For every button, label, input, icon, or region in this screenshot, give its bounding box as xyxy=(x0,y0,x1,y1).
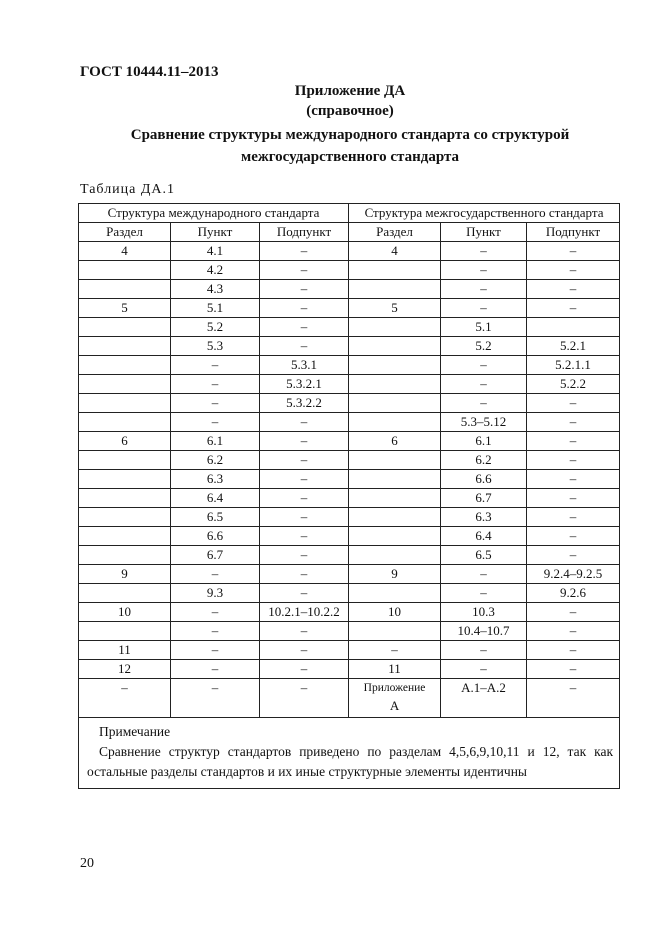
table-cell: 4.1 xyxy=(171,242,260,261)
table-cell: 6.3 xyxy=(441,508,527,527)
table-cell xyxy=(349,489,441,508)
table-cell: 9 xyxy=(349,565,441,584)
appendix-cell-line1: Приложение xyxy=(363,682,426,694)
table-cell: – xyxy=(260,622,349,641)
table-cell: 5.2.1.1 xyxy=(527,356,620,375)
table-cell xyxy=(349,584,441,603)
table-cell xyxy=(349,622,441,641)
table-cell xyxy=(79,622,171,641)
table-cell: – xyxy=(79,679,171,718)
table-cell: – xyxy=(171,622,260,641)
table-cell: – xyxy=(527,413,620,432)
table-row xyxy=(79,375,620,394)
table-row xyxy=(79,432,620,451)
table-row xyxy=(79,527,620,546)
table-cell xyxy=(79,489,171,508)
table-row xyxy=(79,242,620,261)
table-cell: – xyxy=(171,356,260,375)
table-cell: – xyxy=(527,622,620,641)
appendix-title: Приложение ДА xyxy=(294,83,406,99)
table-cell xyxy=(349,451,441,470)
table-cell: – xyxy=(527,470,620,489)
table-cell: – xyxy=(171,603,260,622)
appendix-cell-line2: А xyxy=(389,698,400,713)
table-cell xyxy=(79,584,171,603)
appendix-heading xyxy=(80,124,620,168)
table-cell: 5.3.1 xyxy=(260,356,349,375)
table-cell: – xyxy=(441,641,527,660)
table-cell: – xyxy=(527,432,620,451)
table-cell: 5.2.2 xyxy=(527,375,620,394)
table-cell: 10 xyxy=(79,603,171,622)
table-cell: – xyxy=(441,584,527,603)
table-cell: 5.1 xyxy=(441,318,527,337)
table-cell: 6.3 xyxy=(171,470,260,489)
table-cell: – xyxy=(527,508,620,527)
table-cell: 4 xyxy=(349,242,441,261)
column-header: Пункт xyxy=(171,223,260,242)
table-cell: 4.3 xyxy=(171,280,260,299)
table-cell: – xyxy=(441,261,527,280)
column-header: Пункт xyxy=(441,223,527,242)
table-cell: – xyxy=(260,679,349,718)
table-row xyxy=(79,451,620,470)
group-header-row xyxy=(79,204,620,223)
table-cell: 6.1 xyxy=(441,432,527,451)
table-cell xyxy=(79,375,171,394)
note-cell xyxy=(79,718,620,789)
table-cell: – xyxy=(527,280,620,299)
table-cell: – xyxy=(260,280,349,299)
appendix-heading-line1: Сравнение структуры международного стандарта со структурой xyxy=(130,127,570,143)
table-cell xyxy=(527,318,620,337)
table-cell: – xyxy=(527,527,620,546)
table-cell: 6.5 xyxy=(441,546,527,565)
table-cell xyxy=(79,451,171,470)
table-cell: 6.2 xyxy=(171,451,260,470)
appendix-cell xyxy=(349,679,441,718)
appendix-heading-line2: межгосударственного стандарта xyxy=(240,149,460,165)
table-row xyxy=(79,280,620,299)
table-cell: – xyxy=(260,508,349,527)
table-cell: 10.2.1–10.2.2 xyxy=(260,603,349,622)
table-row xyxy=(79,413,620,432)
table-cell: 6.6 xyxy=(441,470,527,489)
table-cell: 5.3.2.2 xyxy=(260,394,349,413)
table-cell: – xyxy=(527,660,620,679)
table-cell xyxy=(79,394,171,413)
table-cell: – xyxy=(527,679,620,718)
table-cell: – xyxy=(171,641,260,660)
table-cell xyxy=(349,337,441,356)
table-cell: – xyxy=(171,565,260,584)
page-number: 20 xyxy=(80,856,94,871)
table-cell: – xyxy=(441,394,527,413)
column-header: Подпункт xyxy=(527,223,620,242)
table-cell: 6.7 xyxy=(171,546,260,565)
note-title: Примечание xyxy=(99,724,171,739)
table-cell: – xyxy=(527,394,620,413)
table-cell: – xyxy=(171,394,260,413)
table-row xyxy=(79,508,620,527)
table-cell: 5.2.1 xyxy=(527,337,620,356)
table-row xyxy=(79,660,620,679)
table-cell: – xyxy=(527,261,620,280)
table-cell xyxy=(349,508,441,527)
table-cell: – xyxy=(260,337,349,356)
table-cell xyxy=(349,356,441,375)
table-cell xyxy=(349,527,441,546)
table-cell: – xyxy=(441,299,527,318)
table-cell: – xyxy=(441,660,527,679)
note-text: Сравнение структур стандартов приведено по разделам 4,5,6,9,10,11 и 12, так как остальные разделы стандартов и их иные структурные элементы идентичны xyxy=(87,744,614,779)
table-cell: – xyxy=(260,660,349,679)
table-cell: – xyxy=(260,432,349,451)
table-row xyxy=(79,299,620,318)
table-cell: 9.3 xyxy=(171,584,260,603)
table-cell: – xyxy=(171,375,260,394)
appendix-subtitle: (справочное) xyxy=(306,103,394,119)
table-cell: 6 xyxy=(79,432,171,451)
table-cell: – xyxy=(171,660,260,679)
table-cell: – xyxy=(260,584,349,603)
table-cell: 5.1 xyxy=(171,299,260,318)
table-cell: – xyxy=(441,356,527,375)
table-cell xyxy=(349,261,441,280)
table-cell: 5.3–5.12 xyxy=(441,413,527,432)
table-cell: 9.2.4–9.2.5 xyxy=(527,565,620,584)
table-row xyxy=(79,318,620,337)
document-code: ГОСТ 10444.11–2013 xyxy=(80,64,219,80)
table-cell: 6.7 xyxy=(441,489,527,508)
table-cell: – xyxy=(527,641,620,660)
table-cell: 6 xyxy=(349,432,441,451)
table-row xyxy=(79,546,620,565)
table-cell: – xyxy=(260,242,349,261)
table-row xyxy=(79,261,620,280)
table-cell xyxy=(79,413,171,432)
table-cell: 5.2 xyxy=(441,337,527,356)
table-cell: 6.5 xyxy=(171,508,260,527)
table-row xyxy=(79,470,620,489)
table-cell xyxy=(349,375,441,394)
comparison-table xyxy=(78,203,620,789)
table-cell: – xyxy=(260,641,349,660)
table-cell: – xyxy=(260,470,349,489)
table-cell xyxy=(79,527,171,546)
table-cell: – xyxy=(260,489,349,508)
table-row xyxy=(79,622,620,641)
table-cell: 11 xyxy=(349,660,441,679)
table-cell: – xyxy=(527,242,620,261)
table-cell xyxy=(349,413,441,432)
table-cell: А.1–А.2 xyxy=(441,679,527,718)
table-cell: 4 xyxy=(79,242,171,261)
table-cell: 10.3 xyxy=(441,603,527,622)
table-cell xyxy=(79,470,171,489)
table-cell xyxy=(79,356,171,375)
column-header-row xyxy=(79,223,620,242)
table-cell xyxy=(79,508,171,527)
table-cell xyxy=(79,337,171,356)
table-cell xyxy=(79,280,171,299)
column-header: Раздел xyxy=(349,223,441,242)
table-cell: 9.2.6 xyxy=(527,584,620,603)
group-header-interstate: Структура межгосударственного стандарта xyxy=(349,204,620,223)
table-row xyxy=(79,356,620,375)
table-cell: – xyxy=(441,375,527,394)
table-cell: 5 xyxy=(349,299,441,318)
table-cell: 6.4 xyxy=(171,489,260,508)
table-cell: – xyxy=(260,451,349,470)
table-cell: – xyxy=(260,527,349,546)
table-cell: – xyxy=(527,451,620,470)
table-cell xyxy=(349,318,441,337)
table-cell: 6.1 xyxy=(171,432,260,451)
table-row xyxy=(79,584,620,603)
table-cell: 12 xyxy=(79,660,171,679)
table-cell: – xyxy=(260,413,349,432)
table-cell xyxy=(79,318,171,337)
table-cell xyxy=(349,470,441,489)
table-row xyxy=(79,641,620,660)
table-cell xyxy=(349,280,441,299)
table-row xyxy=(79,337,620,356)
table-row xyxy=(79,489,620,508)
table-cell: 6.6 xyxy=(171,527,260,546)
table-cell: – xyxy=(441,280,527,299)
column-header: Раздел xyxy=(79,223,171,242)
table-cell: – xyxy=(260,261,349,280)
table-cell: 5.3 xyxy=(171,337,260,356)
table-row xyxy=(79,603,620,622)
table-cell: 5.3.2.1 xyxy=(260,375,349,394)
note-row xyxy=(79,718,620,789)
table-cell: 11 xyxy=(79,641,171,660)
table-cell: 10.4–10.7 xyxy=(441,622,527,641)
table-cell: 5.2 xyxy=(171,318,260,337)
table-cell xyxy=(79,546,171,565)
table-cell: 6.4 xyxy=(441,527,527,546)
table-cell: – xyxy=(527,546,620,565)
table-cell: – xyxy=(260,546,349,565)
group-header-international: Структура международного стандарта xyxy=(79,204,349,223)
table-cell: 4.2 xyxy=(171,261,260,280)
table-cell: 10 xyxy=(349,603,441,622)
table-row xyxy=(79,565,620,584)
table-cell xyxy=(79,261,171,280)
table-row xyxy=(79,394,620,413)
table-cell: – xyxy=(441,565,527,584)
table-cell: – xyxy=(260,565,349,584)
table-cell: 9 xyxy=(79,565,171,584)
table-row-appendix xyxy=(79,679,620,718)
table-cell: – xyxy=(171,679,260,718)
table-cell xyxy=(349,546,441,565)
table-cell: – xyxy=(527,299,620,318)
table-cell: – xyxy=(260,318,349,337)
table-caption: Таблица ДА.1 xyxy=(80,182,176,197)
table-cell: 6.2 xyxy=(441,451,527,470)
table-cell: – xyxy=(527,603,620,622)
table-cell: – xyxy=(441,242,527,261)
table-cell xyxy=(349,394,441,413)
table-cell: – xyxy=(171,413,260,432)
table-cell: 5 xyxy=(79,299,171,318)
table-cell: – xyxy=(527,489,620,508)
column-header: Подпункт xyxy=(260,223,349,242)
table-cell: – xyxy=(349,641,441,660)
table-cell: – xyxy=(260,299,349,318)
